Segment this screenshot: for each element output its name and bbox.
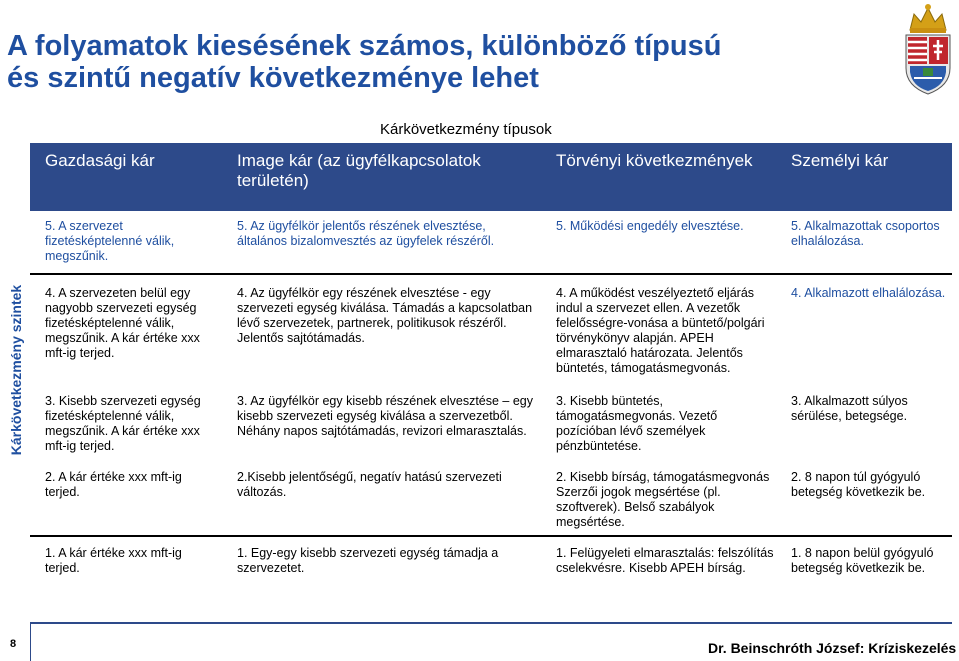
slide-title-line-1: A folyamatok kiesésének számos, különböző típusú	[7, 30, 722, 62]
row-divider	[30, 273, 952, 275]
table-cell: 3. Kisebb szervezeti egység fizetésképtelenné válik, megszűnik. A kár értéke xxx mft-ig terjed.	[45, 394, 201, 453]
footer-author: Dr. Beinschróth József: Kríziskezelés	[708, 640, 957, 656]
table-cell: 5. Működési engedély elvesztése.	[556, 219, 744, 233]
table-cell: 3. Alkalmazott súlyos sérülése, betegsége.	[791, 394, 908, 423]
column-header-personal: Személyi kár	[791, 151, 889, 170]
footer-divider	[30, 622, 952, 624]
table-cell: 3. Az ügyfélkör egy kisebb részének elvesztése – egy kisebb szervezeti egység kiválása a szervezetből. Néhány napos sajtótámadás, revizori elmarasztalás.	[237, 394, 533, 438]
side-label	[4, 270, 28, 470]
column-header-image: Image kár (az ügyfélkapcsolatok területén)	[237, 151, 481, 190]
table-cell: 4. A működést veszélyeztető eljárás indul a szervezet ellen. A vezetők felelősségre-vonása a büntető/polgári törvénykönyv alapján. APEH elmarasztaló határozata. Jelentős büntetés, támogatásmegvonás.	[556, 286, 765, 375]
coat-of-arms-icon	[900, 2, 956, 96]
table-cell: 2.Kisebb jelentőségű, negatív hatású szervezeti változás.	[237, 470, 502, 499]
page-number: 8	[10, 638, 17, 650]
table-cell: 1. 8 napon belül gyógyuló betegség következik be.	[791, 546, 934, 575]
slide-title	[7, 30, 867, 94]
table-cell: 3. Kisebb büntetés, támogatásmegvonás. Vezető pozícióban lévő személyek pénzbüntetése.	[556, 394, 718, 453]
row-divider	[30, 535, 952, 537]
table-cell: 1. Felügyeleti elmarasztalás: felszólítás cselekvésre. Kisebb APEH bírság.	[556, 546, 774, 575]
table-cell: 4. A szervezeten belül egy nagyobb szervezeti egység fizetésképtelenné válik, megszűnik. A kár értéke xxx mft-ig terjed.	[45, 286, 200, 360]
table-cell: 2. A kár értéke xxx mft-ig terjed.	[45, 470, 182, 499]
column-header-economic: Gazdasági kár	[45, 151, 155, 170]
table-cell: 5. Alkalmazottak csoportos elhalálozása.	[791, 219, 940, 248]
table-cell: 4. Az ügyfélkör egy részének elvesztése - egy szervezeti egység kiválása. Támadás a kapcsolatban lévő szervezetek, partnerek, politikusok részéről. Jelentős sajtótámadás.	[237, 286, 533, 345]
side-label-text: Kárkövetkezmény szintek	[8, 284, 25, 456]
table-cell: 5. A szervezet fizetésképtelenné válik, megszűnik.	[45, 219, 175, 263]
table-cell: 1. Egy-egy kisebb szervezeti egység támadja a szervezetet.	[237, 546, 499, 575]
table-caption: Kárkövetkezmény típusok	[380, 121, 552, 138]
table-cell: 4. Alkalmazott elhalálozása.	[791, 286, 946, 300]
table-cell: 2. 8 napon túl gyógyuló betegség következik be.	[791, 470, 926, 499]
table-cell: 1. A kár értéke xxx mft-ig terjed.	[45, 546, 182, 575]
table-cell: 5. Az ügyfélkör jelentős részének elvesztése, általános bizalomvesztés az ügyfelek részéről.	[237, 219, 495, 248]
slide-title-line-2: és szintű negatív következménye lehet	[7, 62, 539, 94]
column-header-legal: Törvényi következmények	[556, 151, 753, 170]
table-cell: 2. Kisebb bírság, támogatásmegvonás Szerzői jogok megsértése (pl. szoftverek). Belső szabályok megsértése.	[556, 470, 770, 529]
